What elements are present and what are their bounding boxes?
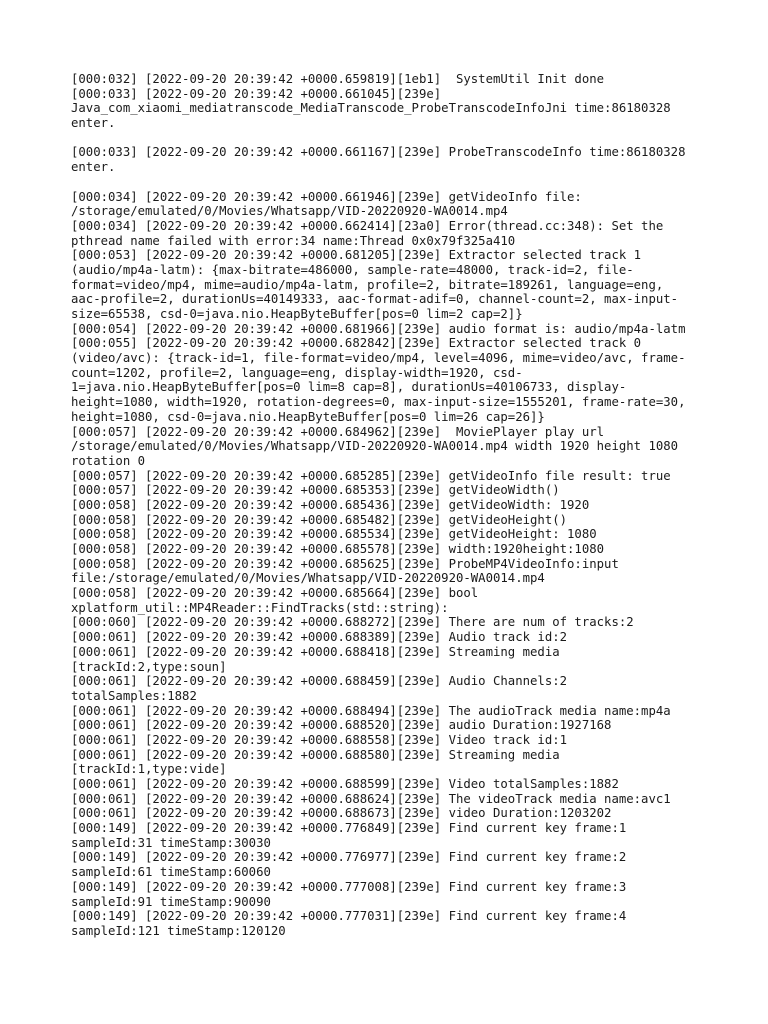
log-line: (audio/mp4a-latm): {max-bitrate=486000, sample-rate=48000, track-id=2, file- — [71, 262, 634, 277]
log-line: aac-profile=2, durationUs=40149333, aac-format-adif=0, channel-count=2, max-input- — [71, 292, 679, 307]
log-line: [000:058] [2022-09-20 20:39:42 +0000.685664][239e] bool — [71, 586, 479, 601]
log-line: totalSamples:1882 — [71, 688, 197, 703]
log-line: [000:058] [2022-09-20 20:39:42 +0000.685578][239e] width:1920height:1080 — [71, 542, 605, 556]
log-line: [000:055] [2022-09-20 20:39:42 +0000.682842][239e] Extractor selected track 0 — [71, 336, 642, 351]
log-line: [000:061] [2022-09-20 20:39:42 +0000.688494][239e] The audioTrack media name:mp4a — [71, 703, 671, 718]
log-line: [000:034] [2022-09-20 20:39:42 +0000.662414][23a0] Error(thread.cc:348): Set the — [71, 218, 664, 233]
log-line: (video/avc): {track-id=1, file-format=video/mp4, level=4096, mime=video/avc, frame- — [71, 351, 686, 366]
log-line: count=1202, profile=2, language=eng, display-width=1920, csd- — [71, 365, 523, 380]
log-line: sampleId:121 timeStamp:120120 — [71, 923, 286, 938]
log-line: /storage/emulated/0/Movies/Whatsapp/VID-20220920-WA0014.mp4 — [71, 204, 508, 219]
log-line: [000:061] [2022-09-20 20:39:42 +0000.688624][239e] The videoTrack media name:avc1 — [71, 791, 671, 806]
log-line: sampleId:91 timeStamp:90090 — [71, 894, 271, 909]
log-line: [000:061] [2022-09-20 20:39:42 +0000.688459][239e] Audio Channels:2 — [71, 674, 568, 689]
log-line — [71, 175, 711, 190]
log-line: [000:149] [2022-09-20 20:39:42 +0000.777031][239e] Find current key frame:4 — [71, 909, 627, 924]
log-line: enter. — [71, 116, 116, 131]
log-line: [000:057] [2022-09-20 20:39:42 +0000.685285][239e] getVideoInfo file result: true — [71, 468, 671, 483]
log-line: sampleId:31 timeStamp:30030 — [71, 835, 271, 850]
log-line: file:/storage/emulated/0/Movies/Whatsapp/VID-20220920-WA0014.mp4 — [71, 571, 545, 586]
log-line: [000:061] [2022-09-20 20:39:42 +0000.688418][239e] Streaming media — [71, 644, 560, 659]
log-line: [000:149] [2022-09-20 20:39:42 +0000.776977][239e] Find current key frame:2 — [71, 850, 627, 865]
log-line: [trackId:1,type:vide] — [71, 762, 227, 777]
log-line: xplatform_util::MP4Reader::FindTracks(std::string): — [71, 600, 449, 615]
log-line: enter. — [71, 160, 116, 175]
log-line: sampleId:61 timeStamp:60060 — [71, 865, 271, 880]
log-line: pthread name failed with error:34 name:Thread 0x0x79f325a410 — [71, 233, 516, 248]
log-line: rotation 0 — [71, 453, 146, 468]
log-line: size=65538, csd-0=java.nio.HeapByteBuffer[pos=0 lim=2 cap=2]} — [71, 307, 523, 321]
log-line: /storage/emulated/0/Movies/Whatsapp/VID-20220920-WA0014.mp4 width 1920 height 1080 — [71, 439, 679, 454]
log-line: Java_com_xiaomi_mediatranscode_MediaTranscode_ProbeTranscodeInfoJni time:86180328 — [71, 101, 671, 116]
log-line: format=video/mp4, mime=audio/mp4a-latm, profile=2, bitrate=189261, language=eng, — [71, 277, 664, 292]
log-line: [000:053] [2022-09-20 20:39:42 +0000.681205][239e] Extractor selected track 1 — [71, 248, 642, 263]
log-text-block — [71, 72, 711, 939]
log-line: [000:058] [2022-09-20 20:39:42 +0000.685625][239e] ProbeMP4VideoInfo:input — [71, 556, 619, 571]
log-line: [000:032] [2022-09-20 20:39:42 +0000.659819][1eb1] SystemUtil Init done — [71, 72, 605, 86]
log-line: [000:060] [2022-09-20 20:39:42 +0000.688272][239e] There are num of tracks:2 — [71, 615, 634, 630]
log-line: [000:054] [2022-09-20 20:39:42 +0000.681966][239e] audio format is: audio/mp4a-latm — [71, 321, 686, 336]
log-line: [000:061] [2022-09-20 20:39:42 +0000.688558][239e] Video track id:1 — [71, 732, 568, 747]
log-line: [000:061] [2022-09-20 20:39:42 +0000.688389][239e] Audio track id:2 — [71, 630, 568, 645]
log-line: [000:149] [2022-09-20 20:39:42 +0000.777008][239e] Find current key frame:3 — [71, 879, 627, 894]
log-line: [000:061] [2022-09-20 20:39:42 +0000.688599][239e] Video totalSamples:1882 — [71, 777, 619, 791]
log-line: [trackId:2,type:soun] — [71, 659, 227, 674]
log-line: [000:058] [2022-09-20 20:39:42 +0000.685436][239e] getVideoWidth: 1920 — [71, 497, 590, 512]
log-line: [000:058] [2022-09-20 20:39:42 +0000.685482][239e] getVideoHeight() — [71, 512, 568, 527]
log-line: height=1080, width=1920, rotation-degrees=0, max-input-size=1555201, frame-rate=30, — [71, 395, 686, 410]
log-line: [000:034] [2022-09-20 20:39:42 +0000.661946][239e] getVideoInfo file: — [71, 189, 582, 204]
log-line: [000:057] [2022-09-20 20:39:42 +0000.684962][239e] MoviePlayer play url — [71, 424, 605, 439]
log-line: height=1080, csd-0=java.nio.HeapByteBuffer[pos=0 lim=26 cap=26]} — [71, 409, 545, 424]
log-line: [000:033] [2022-09-20 20:39:42 +0000.661045][239e] — [71, 86, 442, 101]
log-line: [000:061] [2022-09-20 20:39:42 +0000.688673][239e] video Duration:1203202 — [71, 806, 612, 821]
log-line: [000:058] [2022-09-20 20:39:42 +0000.685534][239e] getVideoHeight: 1080 — [71, 527, 597, 542]
log-line: [000:061] [2022-09-20 20:39:42 +0000.688520][239e] audio Duration:1927168 — [71, 718, 612, 733]
log-line: 1=java.nio.HeapByteBuffer[pos=0 lim=8 cap=8], durationUs=40106733, display- — [71, 380, 627, 395]
log-line: [000:061] [2022-09-20 20:39:42 +0000.688580][239e] Streaming media — [71, 747, 560, 762]
log-line: [000:033] [2022-09-20 20:39:42 +0000.661167][239e] ProbeTranscodeInfo time:86180328 — [71, 145, 686, 160]
log-line: [000:057] [2022-09-20 20:39:42 +0000.685353][239e] getVideoWidth() — [71, 483, 560, 498]
log-line: [000:149] [2022-09-20 20:39:42 +0000.776849][239e] Find current key frame:1 — [71, 821, 627, 836]
log-line — [71, 131, 711, 146]
